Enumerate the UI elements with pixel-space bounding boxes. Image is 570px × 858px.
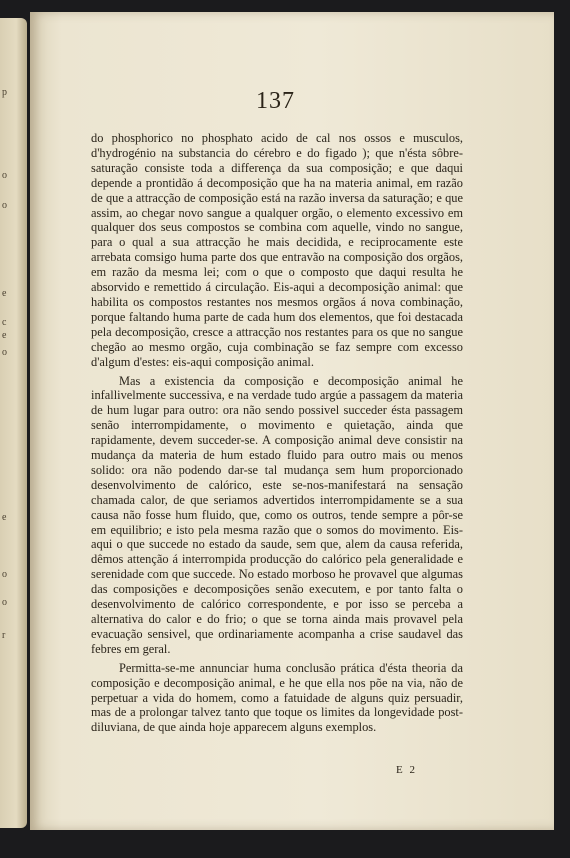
paragraph-existence: Mas a existencia da composição e decomposição animal he infallivelmente successiva, e na verdade tudo argúe a passagem da materia de hum lugar para outro: ora não sendo possivel succeder ésta passagem senão interrompidamente, o movimento e quietação, ainda que rapidamente, devem succeder-se. A composição animal deve consistir na mudança da materia de hum estado fluido para outro mais ou menos solido: ora não podendo dar-se tal mudança sem hum proporcionado desenvolvimento de calórico, este se-nos-manifestará na sensação chamada calor, de que seriamos advertidos interrompidamente se a sua causa não fosse hum fluido, que, como os outros, tende sempre a pôr-se em equilibrio; e isto pela mesma razão que o somos do movimento. Eis-aqui o que succede no estado da saude, sem que, alem da causa referida, dêmos attenção á interrompida producção do calórico pela generalidade e serenidade com que succede. No estado morboso he provavel que algumas das composições e decomposições senão executem, e por tanto falta o desenvolvimento de calórico correspondente, e por isso se perceba a alternativa do calor e do frio; o que se torna ainda mais provavel pela evacuação sensivel, que ordinariamente acompanha a crise saudavel das febres em geral. bbox=[91, 373, 463, 656]
left-page-fragment: e bbox=[2, 288, 7, 299]
left-page-fragment: o bbox=[2, 200, 7, 211]
left-page-fragment: o bbox=[2, 170, 7, 181]
left-page-fragment: c bbox=[2, 317, 7, 328]
printer-signature-mark: E 2 bbox=[396, 764, 417, 776]
left-page-fragment: o bbox=[2, 597, 7, 608]
left-page-fragment: e bbox=[2, 330, 7, 341]
body-text bbox=[91, 131, 463, 735]
paragraph-conclusion: Permitta-se-me annunciar huma conclusão prática d'ésta theoria da composição e decomposição animal, e he que ella nos põe na via, não de perpetuar a vida do homem, como a fatuidade de alguns quiz persuadir, mas de a prolongar talvez tanto que toque os limites da longevidade post-diluviana, de que ainda hoje apparecem alguns exemplos. bbox=[91, 660, 463, 735]
left-page-edge bbox=[0, 18, 27, 828]
book-page bbox=[30, 12, 554, 830]
left-page-fragment: o bbox=[2, 347, 7, 358]
left-page-fragment: o bbox=[2, 569, 7, 580]
page-number: 137 bbox=[256, 88, 295, 114]
left-page-fragment: p bbox=[2, 87, 7, 98]
left-page-fragment: e bbox=[2, 512, 7, 523]
paragraph-continuation: do phosphorico no phosphato acido de cal nos ossos e musculos, d'hydrogénio na substancia do cérebro e do figado ); que n'ésta sôbre-saturação consiste toda a differença da sua composição; e que daqui depende a prontidão á decomposição que ha na materia animal, em razão de que a attracção de composição está na razão inversa da saturação; e que assim, ao chegar novo sangue a qualquer orgão, o elemento excessivo em qualquer dos seus compostos se combina com aquelle, vindo no sangue, para o qual a sua attracção he mais decidida, e reciprocamente este arrebata comsigo huma parte dos que entravão na composição dos orgãos, em razão da mesma lei; com o que o composto que daqui resulta he absorvido e remettido á circulação. Eis-aqui a decomposição animal: que habilita os compostos restantes nos mesmos orgãos á nova combinação, porque faltando huma parte de cada hum dos elementos, que foi destacada pela decomposição, cresce a attracção nos restantes para os que no sangue chegão ao mesmo orgão, cuja combinação se faz sempre com excesso d'algum d'estes: eis-aqui composição animal. bbox=[91, 131, 463, 369]
left-page-fragment: r bbox=[2, 630, 6, 641]
